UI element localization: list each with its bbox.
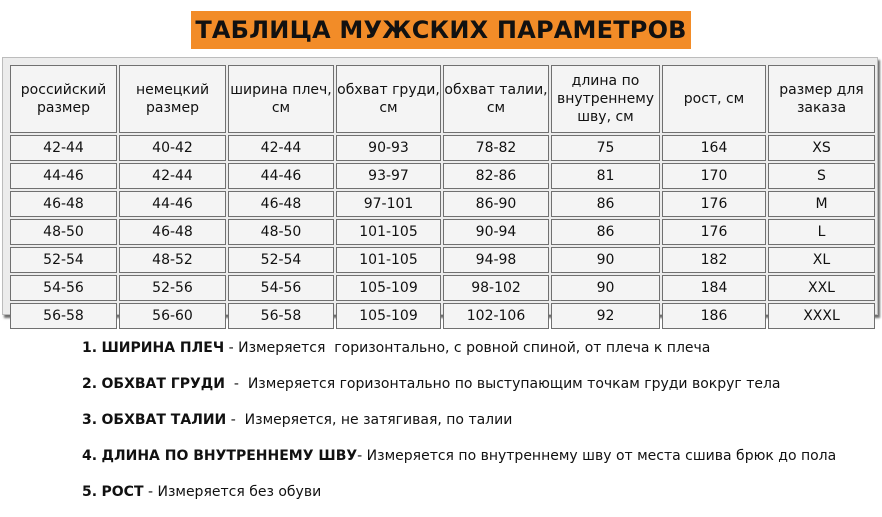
table-cell: 46-48: [10, 191, 117, 217]
table-cell: 52-54: [10, 247, 117, 273]
size-table: [8, 63, 877, 331]
table-cell: 42-44: [228, 135, 334, 161]
table-cell: 90-93: [336, 135, 441, 161]
table-cell: 44-46: [228, 163, 334, 189]
table-cell: 78-82: [443, 135, 549, 161]
table-cell: XL: [768, 247, 875, 273]
table-cell: 56-60: [119, 303, 226, 329]
header-order-size: размер для заказа: [768, 65, 875, 133]
note-number: 1.: [82, 340, 98, 356]
table-cell: S: [768, 163, 875, 189]
header-german-size: немецкий размер: [119, 65, 226, 133]
table-cell: 42-44: [10, 135, 117, 161]
table-cell: 164: [662, 135, 766, 161]
table-cell: 81: [551, 163, 660, 189]
table-cell: 92: [551, 303, 660, 329]
table-cell: XXXL: [768, 303, 875, 329]
note-chest-girth: [82, 373, 836, 409]
table-cell: 176: [662, 191, 766, 217]
table-cell: 184: [662, 275, 766, 301]
table-cell: XXL: [768, 275, 875, 301]
table-cell: 86: [551, 191, 660, 217]
note-number: 3.: [82, 412, 98, 428]
header-height: рост, см: [662, 65, 766, 133]
header-waist-girth: обхват талии, см: [443, 65, 549, 133]
title-container: [0, 11, 882, 49]
table-cell: 52-54: [228, 247, 334, 273]
note-shoulder-width: [82, 337, 836, 373]
note-term: РОСТ: [101, 484, 144, 500]
table-cell: 90: [551, 247, 660, 273]
note-description: - Измеряется по внутреннему шву от места сшива брюк до пола: [357, 448, 837, 464]
table-cell: 86: [551, 219, 660, 245]
table-cell: 52-56: [119, 275, 226, 301]
note-term: ОБХВАТ ТАЛИИ: [101, 412, 227, 428]
note-number: 5.: [82, 484, 98, 500]
header-inseam-length: длина по внутреннему шву, см: [551, 65, 660, 133]
note-description: - Измеряется без обуви: [143, 484, 322, 500]
table-cell: XS: [768, 135, 875, 161]
table-cell: 86-90: [443, 191, 549, 217]
table-cell: 44-46: [119, 191, 226, 217]
table-row: [10, 191, 875, 217]
table-cell: 101-105: [336, 219, 441, 245]
note-description: - Измеряется, не затягивая, по талии: [226, 412, 513, 428]
table-cell: 48-50: [10, 219, 117, 245]
table-cell: 46-48: [119, 219, 226, 245]
table-cell: 102-106: [443, 303, 549, 329]
table-cell: 98-102: [443, 275, 549, 301]
table-cell: 105-109: [336, 303, 441, 329]
table-cell: 42-44: [119, 163, 226, 189]
table-cell: 90-94: [443, 219, 549, 245]
table-cell: 75: [551, 135, 660, 161]
table-header-row: [10, 65, 875, 133]
table-cell: 82-86: [443, 163, 549, 189]
table-cell: 56-58: [228, 303, 334, 329]
note-term: ДЛИНА ПО ВНУТРЕННЕМУ ШВУ: [101, 448, 358, 464]
table-cell: 90: [551, 275, 660, 301]
table-cell: 186: [662, 303, 766, 329]
table-row: [10, 275, 875, 301]
table-cell: 182: [662, 247, 766, 273]
note-waist-girth: [82, 409, 836, 445]
size-table-frame: [2, 57, 878, 324]
table-cell: 54-56: [228, 275, 334, 301]
table-cell: 44-46: [10, 163, 117, 189]
table-cell: 48-52: [119, 247, 226, 273]
table-cell: 54-56: [10, 275, 117, 301]
note-number: 2.: [82, 376, 98, 392]
page-title: ТАБЛИЦА МУЖСКИХ ПАРАМЕТРОВ: [191, 11, 690, 49]
table-cell: 170: [662, 163, 766, 189]
table-cell: 93-97: [336, 163, 441, 189]
table-cell: 97-101: [336, 191, 441, 217]
table-cell: 56-58: [10, 303, 117, 329]
table-row: [10, 247, 875, 273]
table-cell: M: [768, 191, 875, 217]
table-cell: 176: [662, 219, 766, 245]
table-cell: L: [768, 219, 875, 245]
note-inseam-length: [82, 445, 836, 481]
note-description: - Измеряется горизонтально по выступающим точкам груди вокруг тела: [224, 376, 781, 392]
table-row: [10, 135, 875, 161]
note-term: ОБХВАТ ГРУДИ: [101, 376, 225, 392]
table-cell: 105-109: [336, 275, 441, 301]
header-shoulder-width: ширина плеч, см: [228, 65, 334, 133]
table-cell: 48-50: [228, 219, 334, 245]
header-russian-size: российский размер: [10, 65, 117, 133]
table-row: [10, 303, 875, 329]
header-chest-girth: обхват груди, см: [336, 65, 441, 133]
note-number: 4.: [82, 448, 98, 464]
table-row: [10, 163, 875, 189]
note-description: - Измеряется горизонтально, с ровной спиной, от плеча к плеча: [224, 340, 711, 356]
table-row: [10, 219, 875, 245]
note-height: [82, 481, 836, 517]
table-cell: 46-48: [228, 191, 334, 217]
table-cell: 40-42: [119, 135, 226, 161]
measurement-notes: [82, 337, 836, 517]
table-cell: 101-105: [336, 247, 441, 273]
note-term: ШИРИНА ПЛЕЧ: [101, 340, 225, 356]
table-cell: 94-98: [443, 247, 549, 273]
